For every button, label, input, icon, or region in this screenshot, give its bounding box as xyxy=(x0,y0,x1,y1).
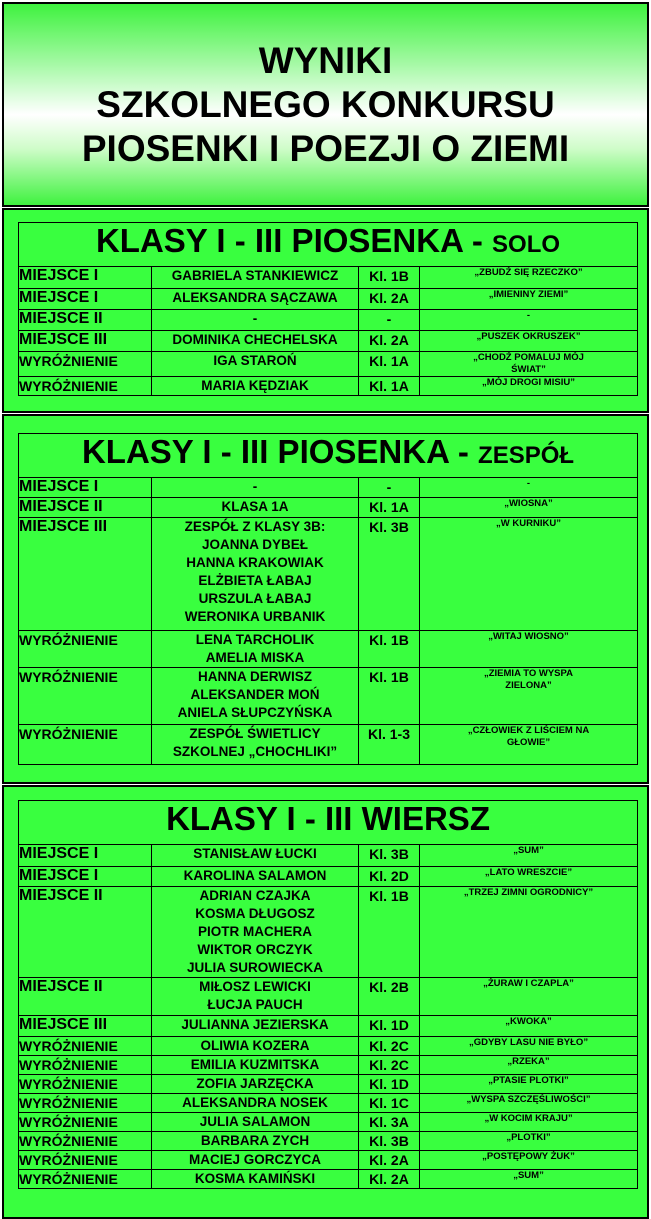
title-cell: „IMIENINY ZIEMI” xyxy=(420,289,638,310)
results-table-body xyxy=(19,801,638,1189)
class-cell: Kl. 1B xyxy=(359,887,420,978)
participant-name: - xyxy=(252,311,258,326)
class-cell: Kl. 2C xyxy=(359,1056,420,1075)
place-cell: WYRÓŻNIENIE xyxy=(19,631,152,668)
participant-name: - xyxy=(252,479,258,494)
participants-cell xyxy=(152,867,359,887)
place-cell: MIEJSCE I xyxy=(19,478,152,498)
section-title-suffix: ZESPÓŁ xyxy=(478,442,575,469)
table-row xyxy=(19,1016,638,1037)
header-line-3: PIOSENKI I POEZJI O ZIEMI xyxy=(81,127,570,169)
participant-name: ŁUCJA PAUCH xyxy=(207,997,303,1012)
section-title-row xyxy=(19,434,638,478)
class-cell: Kl. 1-3 xyxy=(359,725,420,765)
title-cell: „SUM” xyxy=(420,1170,638,1189)
participants-cell xyxy=(152,1056,359,1075)
table-row xyxy=(19,352,638,377)
class-cell: Kl. 1D xyxy=(359,1016,420,1037)
participants-cell xyxy=(152,668,359,725)
class-cell: Kl. 3B xyxy=(359,845,420,867)
participant-name: ALEKSANDER MOŃ xyxy=(190,687,320,702)
participant-name: ALEKSANDRA NOSEK xyxy=(182,1095,328,1110)
class-cell: Kl. 1A xyxy=(359,352,420,377)
title-cell: „CZŁOWIEK Z LIŚCIEM NA GŁOWIE” xyxy=(420,725,638,765)
participants-cell xyxy=(152,1037,359,1056)
class-cell: Kl. 3B xyxy=(359,518,420,631)
class-cell: Kl. 3A xyxy=(359,1113,420,1132)
table-row xyxy=(19,1132,638,1151)
place-cell: WYRÓŻNIENIE xyxy=(19,377,152,396)
title-cell: „TRZEJ ZIMNI OGRODNICY” xyxy=(420,887,638,978)
participant-name: DOMINIKA CHECHELSKA xyxy=(172,332,338,347)
title-cell: „LATO WRESZCIE” xyxy=(420,867,638,887)
place-cell: MIEJSCE II xyxy=(19,887,152,978)
table-row xyxy=(19,1113,638,1132)
participant-name: EMILIA KUZMITSKA xyxy=(190,1057,320,1072)
class-cell: - xyxy=(359,478,420,498)
place-cell: MIEJSCE I xyxy=(19,845,152,867)
table-row xyxy=(19,725,638,765)
results-table-body xyxy=(19,223,638,396)
section-title xyxy=(19,801,638,845)
table-row xyxy=(19,1056,638,1075)
results-table xyxy=(18,433,638,765)
place-cell: MIEJSCE II xyxy=(19,978,152,1016)
participants-cell xyxy=(152,310,359,331)
class-cell: Kl. 1B xyxy=(359,631,420,668)
title-cell: „ŻURAW I CZAPLA” xyxy=(420,978,638,1016)
table-row xyxy=(19,267,638,289)
results-table xyxy=(18,222,638,396)
table-row xyxy=(19,867,638,887)
class-cell: Kl. 1C xyxy=(359,1094,420,1113)
title-cell: - xyxy=(420,478,638,498)
participant-name: KOSMA DŁUGOSZ xyxy=(195,906,315,921)
title-cell: „WIOSNA” xyxy=(420,498,638,518)
participant-name: WIKTOR ORCZYK xyxy=(197,942,313,957)
place-cell: MIEJSCE III xyxy=(19,1016,152,1037)
participant-name: HANNA KRAKOWIAK xyxy=(186,555,324,570)
place-cell: WYRÓŻNIENIE xyxy=(19,1151,152,1170)
participants-cell xyxy=(152,631,359,668)
place-cell: MIEJSCE I xyxy=(19,267,152,289)
participant-name: GABRIELA STANKIEWICZ xyxy=(171,268,339,283)
place-cell: MIEJSCE I xyxy=(19,867,152,887)
section-title xyxy=(19,434,638,478)
place-cell: MIEJSCE III xyxy=(19,518,152,631)
participants-cell xyxy=(152,331,359,352)
title-cell: „PTASIE PLOTKI” xyxy=(420,1075,638,1094)
place-cell: WYRÓŻNIENIE xyxy=(19,1075,152,1094)
place-cell: WYRÓŻNIENIE xyxy=(19,725,152,765)
table-row xyxy=(19,1151,638,1170)
participant-name: ALEKSANDRA SĄCZAWA xyxy=(172,290,338,305)
participants-cell xyxy=(152,887,359,978)
participant-name: ZOFIA JARZĘCKA xyxy=(196,1076,314,1091)
title-cell: „GDYBY LASU NIE BYŁO” xyxy=(420,1037,638,1056)
place-cell: WYRÓŻNIENIE xyxy=(19,1113,152,1132)
participants-cell xyxy=(152,1094,359,1113)
class-cell: Kl. 2A xyxy=(359,331,420,352)
participants-cell xyxy=(152,518,359,631)
participant-name: ZESPÓŁ Z KLASY 3B: xyxy=(184,519,326,534)
participants-cell xyxy=(152,1170,359,1189)
section-title xyxy=(19,223,638,267)
table-row xyxy=(19,631,638,668)
participants-cell xyxy=(152,1151,359,1170)
participant-name: KOSMA KAMIŃSKI xyxy=(194,1171,316,1186)
title-cell: „WYSPA SZCZĘŚLIWOŚCI” xyxy=(420,1094,638,1113)
participants-cell xyxy=(152,289,359,310)
place-cell: MIEJSCE II xyxy=(19,310,152,331)
title-cell: „SUM” xyxy=(420,845,638,867)
table-row xyxy=(19,518,638,631)
participant-name: JULIANNA JEZIERSKA xyxy=(181,1017,329,1032)
participants-cell xyxy=(152,498,359,518)
place-cell: WYRÓŻNIENIE xyxy=(19,1094,152,1113)
section-title-main: KLASY I - III PIOSENKA - xyxy=(95,222,493,259)
results-table-body xyxy=(19,434,638,765)
title-cell: „PLOTKI” xyxy=(420,1132,638,1151)
class-cell: Kl. 1A xyxy=(359,498,420,518)
table-row xyxy=(19,498,638,518)
place-cell: MIEJSCE II xyxy=(19,498,152,518)
class-cell: Kl. 1D xyxy=(359,1075,420,1094)
table-row xyxy=(19,1094,638,1113)
participant-name: AMELIA MISKA xyxy=(205,650,305,665)
table-row xyxy=(19,377,638,396)
place-cell: MIEJSCE I xyxy=(19,289,152,310)
participant-name: ADRIAN CZAJKA xyxy=(199,888,311,903)
participant-name: STANISŁAW ŁUCKI xyxy=(193,846,317,861)
participants-cell xyxy=(152,725,359,765)
title-cell: „W KURNIKU” xyxy=(420,518,638,631)
title-cell: „ZIEMIA TO WYSPA ZIELONA” xyxy=(420,668,638,725)
participants-cell xyxy=(152,352,359,377)
header-line-2: SZKOLNEGO KONKURSU xyxy=(96,83,555,125)
participant-name: HANNA DERWISZ xyxy=(198,669,312,684)
section-songs-group xyxy=(2,414,649,784)
section-poems xyxy=(2,785,649,1219)
class-cell: Kl. 3B xyxy=(359,1132,420,1151)
place-cell: WYRÓŻNIENIE xyxy=(19,1132,152,1151)
participant-name: KLASA 1A xyxy=(221,499,289,514)
section-title-suffix: SOLO xyxy=(492,231,561,258)
title-cell: „KWOKA” xyxy=(420,1016,638,1037)
participant-name: JOANNA DYBEŁ xyxy=(201,537,308,552)
class-cell: Kl. 2A xyxy=(359,289,420,310)
participants-cell xyxy=(152,1075,359,1094)
table-row xyxy=(19,310,638,331)
table-row xyxy=(19,845,638,867)
participant-name: IGA STAROŃ xyxy=(213,353,297,368)
table-row xyxy=(19,331,638,352)
participant-name: BARBARA ZYCH xyxy=(200,1133,310,1148)
section-title-main: KLASY I - III PIOSENKA - xyxy=(81,433,479,470)
participant-name: ZESPÓŁ ŚWIETLICY xyxy=(189,726,321,741)
participant-name: ELŻBIETA ŁABAJ xyxy=(198,573,312,588)
table-row xyxy=(19,289,638,310)
table-row xyxy=(19,1037,638,1056)
place-cell: WYRÓŻNIENIE xyxy=(19,1056,152,1075)
place-cell: MIEJSCE III xyxy=(19,331,152,352)
participant-name: KAROLINA SALAMON xyxy=(183,868,327,883)
table-row xyxy=(19,978,638,1016)
participant-name: ANIELA SŁUPCZYŃSKA xyxy=(177,705,333,720)
title-cell: „ZBUDŹ SIĘ RZECZKO” xyxy=(420,267,638,289)
title-cell: „CHODŹ POMALUJ MÓJ ŚWIAT” xyxy=(420,352,638,377)
participants-cell xyxy=(152,377,359,396)
participants-cell xyxy=(152,1016,359,1037)
place-cell: WYRÓŻNIENIE xyxy=(19,1037,152,1056)
place-cell: WYRÓŻNIENIE xyxy=(19,668,152,725)
class-cell: Kl. 2A xyxy=(359,1151,420,1170)
participant-name: WERONIKA URBANIK xyxy=(184,609,326,624)
table-row xyxy=(19,1075,638,1094)
class-cell: Kl. 2A xyxy=(359,1170,420,1189)
participant-name: MARIA KĘDZIAK xyxy=(201,378,309,393)
participant-name: MACIEJ GORCZYCA xyxy=(188,1152,321,1167)
participant-name: LENA TARCHOLIK xyxy=(195,632,315,647)
class-cell: Kl. 1B xyxy=(359,668,420,725)
title-cell: „WITAJ WIOSNO” xyxy=(420,631,638,668)
participants-cell xyxy=(152,267,359,289)
participants-cell xyxy=(152,1113,359,1132)
participant-name: URSZULA ŁABAJ xyxy=(198,591,312,606)
title-cell: - xyxy=(420,310,638,331)
section-title-main: KLASY I - III WIERSZ xyxy=(166,800,490,837)
participant-name: OLIWIA KOZERA xyxy=(200,1038,310,1053)
section-title-row xyxy=(19,801,638,845)
participant-name: JULIA SALAMON xyxy=(199,1114,311,1129)
class-cell: Kl. 1A xyxy=(359,377,420,396)
class-cell: Kl. 1B xyxy=(359,267,420,289)
participant-name: SZKOLNEJ „CHOCHLIKI” xyxy=(172,744,338,759)
participant-name: PIOTR MACHERA xyxy=(198,924,312,939)
table-row xyxy=(19,1170,638,1189)
participants-cell xyxy=(152,478,359,498)
table-row xyxy=(19,668,638,725)
class-cell: Kl. 2C xyxy=(359,1037,420,1056)
section-songs-solo xyxy=(2,208,649,413)
title-cell: „W KOCIM KRAJU” xyxy=(420,1113,638,1132)
place-cell: WYRÓŻNIENIE xyxy=(19,1170,152,1189)
place-cell: WYRÓŻNIENIE xyxy=(19,352,152,377)
header-line-1: WYNIKI xyxy=(258,39,393,81)
table-row xyxy=(19,478,638,498)
title-cell: „MÓJ DROGI MISIU” xyxy=(420,377,638,396)
class-cell: Kl. 2B xyxy=(359,978,420,1016)
participants-cell xyxy=(152,978,359,1016)
title-cell: „RZEKA” xyxy=(420,1056,638,1075)
section-title-row xyxy=(19,223,638,267)
participant-name: JULIA SUROWIECKA xyxy=(186,960,323,975)
participants-cell xyxy=(152,1132,359,1151)
class-cell: Kl. 2D xyxy=(359,867,420,887)
title-cell: „PUSZEK OKRUSZEK” xyxy=(420,331,638,352)
class-cell: - xyxy=(359,310,420,331)
title-cell: „POSTĘPOWY ŻUK” xyxy=(420,1151,638,1170)
table-row xyxy=(19,887,638,978)
participant-name: MIŁOSZ LEWICKI xyxy=(199,979,311,994)
results-table xyxy=(18,800,638,1189)
poster-header xyxy=(2,2,649,207)
participants-cell xyxy=(152,845,359,867)
